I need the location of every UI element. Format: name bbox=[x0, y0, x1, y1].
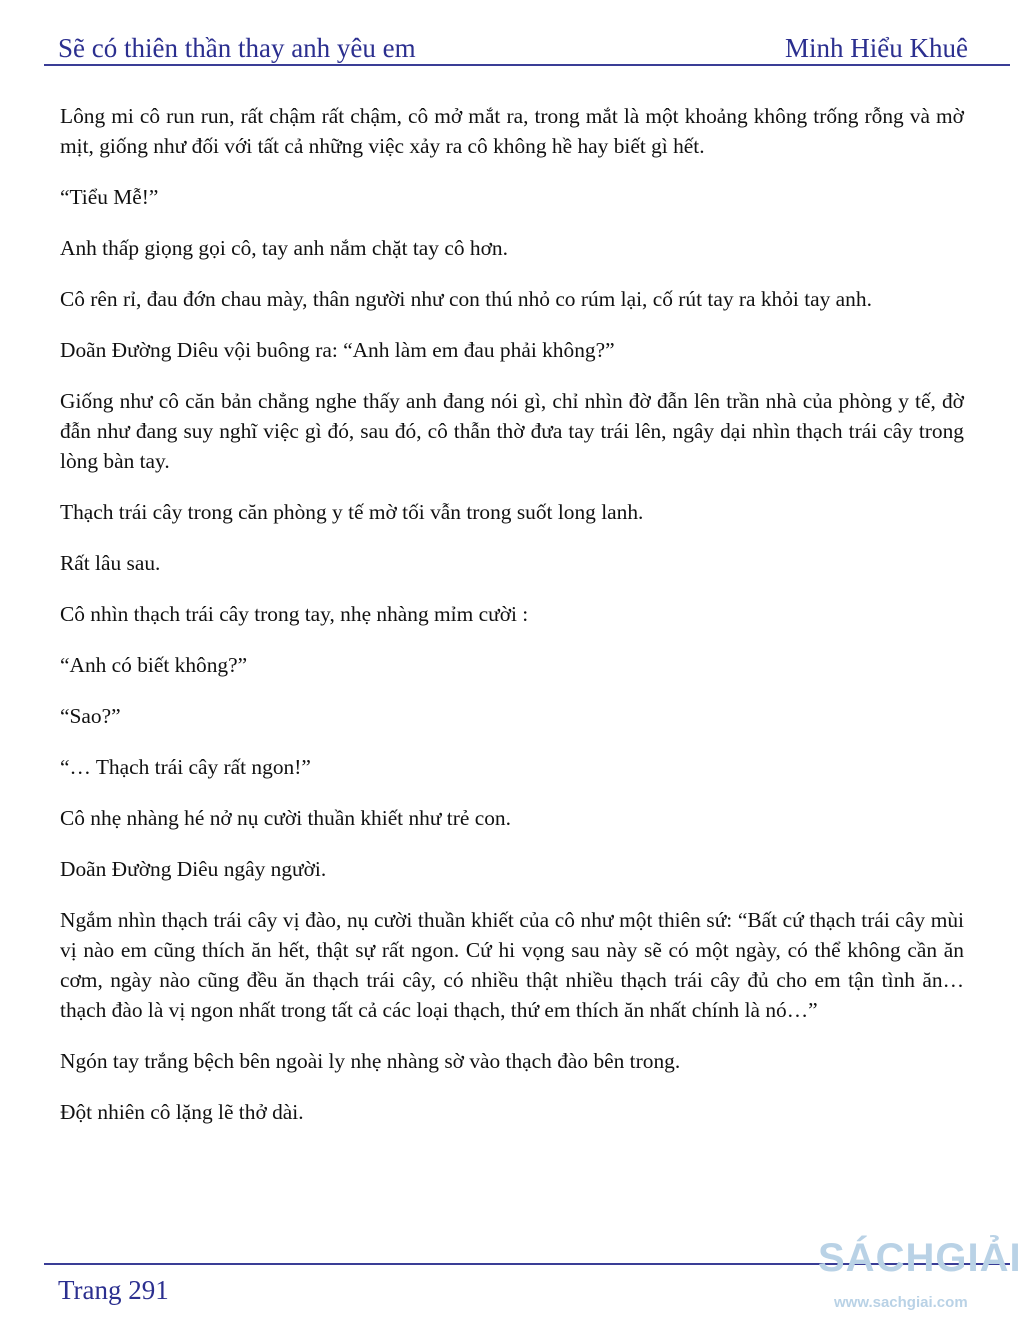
paragraph-17: Đột nhiên cô lặng lẽ thở dài. bbox=[60, 1100, 304, 1124]
paragraph-4: Cô rên rỉ, đau đớn chau mày, thân người như con thú nhỏ co rúm lại, cố rút tay ra khỏi tay anh. bbox=[60, 287, 872, 311]
page-header bbox=[58, 24, 968, 64]
paragraph-12: “… Thạch trái cây rất ngon!” bbox=[60, 755, 311, 779]
paragraph-5: Doãn Đường Diêu vội buông ra: “Anh làm em đau phải không?” bbox=[60, 338, 615, 362]
paragraph-3: Anh thấp giọng gọi cô, tay anh nắm chặt tay cô hơn. bbox=[60, 236, 508, 260]
watermark-site: www.sachgiai.com bbox=[834, 1294, 968, 1311]
paragraph-2: “Tiểu Mễ!” bbox=[60, 185, 159, 209]
page-body bbox=[60, 101, 964, 1148]
paragraph-15: Ngắm nhìn thạch trái cây vị đào, nụ cười thuần khiết của cô như một thiên sứ: “Bất cứ thạch trái cây mùi vị nào em cũng thích ăn hết, thật sự rất ngon. Cứ hi vọng sau này sẽ có một ngày, có thể không cần ăn cơm, ngày nào cũng đều ăn thạch trái cây, có nhiều thật nhiều thạch trái cây đủ cho em tận tình ăn… thạch đào là vị ngon nhất trong tất cả các loại thạch, thứ em thích ăn nhất chính là nó…” bbox=[60, 908, 964, 1022]
paragraph-8: Rất lâu sau. bbox=[60, 551, 161, 575]
paragraph-7: Thạch trái cây trong căn phòng y tế mờ tối vẫn trong suốt long lanh. bbox=[60, 500, 644, 524]
paragraph-10: “Anh có biết không?” bbox=[60, 653, 248, 677]
header-divider bbox=[44, 64, 1010, 66]
author-name: Minh Hiểu Khuê bbox=[785, 33, 968, 63]
paragraph-14: Doãn Đường Diêu ngây người. bbox=[60, 857, 327, 881]
paragraph-6: Giống như cô căn bản chẳng nghe thấy anh đang nói gì, chỉ nhìn đờ đẫn lên trần nhà của phòng y tế, đờ đẫn như đang suy nghĩ việc gì đó, sau đó, cô thẫn thờ đưa tay trái lên, ngây dại nhìn thạch trái cây trong lòng bàn tay. bbox=[60, 389, 964, 473]
paragraph-13: Cô nhẹ nhàng hé nở nụ cười thuần khiết như trẻ con. bbox=[60, 806, 511, 830]
book-title: Sẽ có thiên thần thay anh yêu em bbox=[58, 33, 416, 63]
page-number: Trang 291 bbox=[58, 1275, 169, 1305]
paragraph-9: Cô nhìn thạch trái cây trong tay, nhẹ nhàng mỉm cười : bbox=[60, 602, 529, 626]
paragraph-16: Ngón tay trắng bệch bên ngoài ly nhẹ nhàng sờ vào thạch đào bên trong. bbox=[60, 1049, 681, 1073]
paragraph-11: “Sao?” bbox=[60, 704, 121, 728]
watermark-logo: SÁCHGIẢI bbox=[818, 1236, 1022, 1280]
watermark bbox=[816, 1232, 1020, 1322]
paragraph-1: Lông mi cô run run, rất chậm rất chậm, cô mở mắt ra, trong mắt là một khoảng không trống rỗng và mờ mịt, giống như đối với tất cả những việc xảy ra cô không hề hay biết gì hết. bbox=[60, 104, 964, 158]
